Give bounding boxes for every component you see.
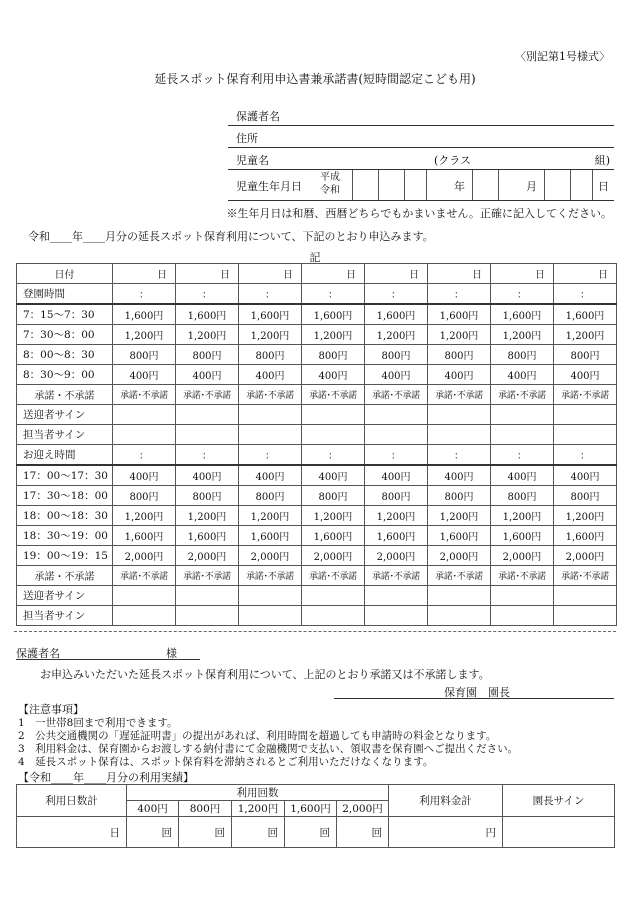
price-cell: 400円 <box>302 365 365 385</box>
birth-box-divider <box>592 170 593 200</box>
approval-cell[interactable]: 承諾･不承諾 <box>176 385 239 405</box>
price-cell: 1,200円 <box>239 325 302 345</box>
price-cell: 400円 <box>428 365 491 385</box>
sender-sign-cell[interactable] <box>554 586 617 606</box>
note-item: 2 公共交通機関の「遅延証明書」の提出があれば、利用時間を超過しても申請時の料金となります。 <box>18 730 497 742</box>
usage-count-cell[interactable] <box>232 817 285 848</box>
sender-sign-cell[interactable] <box>428 405 491 425</box>
staff-sign-cell[interactable] <box>365 425 428 445</box>
price-cell: 1,600円 <box>239 304 302 325</box>
reply-statement: お申込みいただいた延長スポット保育利用について、上記のとおり承諾又は不承諾します。 <box>40 668 490 681</box>
time-entry-cell[interactable]: ： <box>113 284 176 305</box>
time-entry-cell[interactable]: ： <box>176 284 239 305</box>
birth-day-unit: 日 <box>598 180 609 193</box>
morning-slot-row <box>17 345 617 365</box>
staff-sign-cell[interactable] <box>554 425 617 445</box>
morning-slot-row <box>17 325 617 345</box>
sender-sign-cell[interactable] <box>113 405 176 425</box>
price-cell: 800円 <box>365 345 428 365</box>
usage-count-cell[interactable] <box>337 817 389 848</box>
sender-sign-cell[interactable] <box>176 586 239 606</box>
time-entry-cell[interactable]: ： <box>365 284 428 305</box>
child-name-field[interactable] <box>228 148 614 170</box>
price-cell: 800円 <box>302 486 365 506</box>
approval-cell[interactable]: 承諾･不承諾 <box>302 566 365 586</box>
time-entry-cell[interactable]: ： <box>239 284 302 305</box>
price-cell: 400円 <box>302 465 365 486</box>
guardian-name-label: 保護者名 <box>236 110 280 123</box>
class-close-label: 組) <box>594 154 610 167</box>
staff-sign-cell[interactable] <box>491 425 554 445</box>
price-cell: 800円 <box>428 486 491 506</box>
notes-heading: 【注意事項】 <box>18 703 84 716</box>
usage-count-unit: 回 <box>214 826 225 839</box>
price-cell: 1,200円 <box>365 325 428 345</box>
price-cell: 1,200円 <box>302 325 365 345</box>
approval-cell[interactable]: 承諾･不承諾 <box>554 566 617 586</box>
evening-slot-row <box>17 465 617 486</box>
price-cell: 1,600円 <box>113 304 176 325</box>
price-cell: 2,000円 <box>302 546 365 566</box>
sender-sign-cell[interactable] <box>491 586 554 606</box>
date-cell[interactable]: 日 <box>428 264 491 284</box>
approval-row-morning <box>17 385 617 405</box>
cut-line <box>14 631 616 632</box>
approval-cell[interactable]: 承諾･不承諾 <box>302 385 365 405</box>
price-cell: 1,200円 <box>176 325 239 345</box>
price-cell: 1,200円 <box>428 325 491 345</box>
sender-sign-row <box>17 405 617 425</box>
price-cell: 1,200円 <box>491 506 554 526</box>
birth-box-divider <box>378 170 379 200</box>
price-cell: 800円 <box>554 345 617 365</box>
time-entry-cell[interactable]: ： <box>491 284 554 305</box>
staff-sign-cell[interactable] <box>176 606 239 626</box>
price-cell: 800円 <box>113 345 176 365</box>
price-cell: 1,600円 <box>554 304 617 325</box>
price-cell: 1,600円 <box>176 526 239 546</box>
approval-cell[interactable]: 承諾･不承諾 <box>113 385 176 405</box>
pickup-row <box>17 445 617 466</box>
date-cell[interactable]: 日 <box>491 264 554 284</box>
staff-sign-row-header: 担当者サイン <box>17 606 113 626</box>
sender-sign-cell[interactable] <box>239 405 302 425</box>
arrival-row-header: 登園時間 <box>17 284 113 305</box>
era-reiwa: 令和 <box>320 185 340 196</box>
child-name-label: 児童名 <box>236 154 269 167</box>
era-options <box>320 171 340 197</box>
price-cell: 2,000円 <box>239 546 302 566</box>
staff-sign-cell[interactable] <box>113 606 176 626</box>
approval-cell[interactable]: 承諾･不承諾 <box>365 566 428 586</box>
price-cell: 800円 <box>365 486 428 506</box>
reply-guardian-label: 保護者名 <box>16 647 60 660</box>
staff-sign-cell[interactable] <box>239 425 302 445</box>
time-entry-cell[interactable]: ： <box>302 445 365 466</box>
usage-table <box>16 784 615 848</box>
staff-sign-cell[interactable] <box>302 606 365 626</box>
sender-sign-row <box>17 586 617 606</box>
approval-cell[interactable]: 承諾･不承諾 <box>176 566 239 586</box>
usage-count-header: 利用回数 <box>127 785 389 801</box>
evening-slot-row <box>17 506 617 526</box>
staff-sign-cell[interactable] <box>302 425 365 445</box>
address-label: 住所 <box>236 132 258 145</box>
staff-sign-cell[interactable] <box>491 606 554 626</box>
evening-slot-row-header: 18：30〜19：00 <box>17 526 113 546</box>
price-cell: 1,600円 <box>239 526 302 546</box>
usage-total-header: 利用料金計 <box>389 785 503 817</box>
price-cell: 1,200円 <box>176 506 239 526</box>
staff-sign-cell[interactable] <box>176 425 239 445</box>
date-cell[interactable]: 日 <box>554 264 617 284</box>
pickup-row-header: お迎え時間 <box>17 445 113 466</box>
price-cell: 2,000円 <box>113 546 176 566</box>
form-number: 〈別記第1号様式〉 <box>515 50 610 63</box>
price-cell: 400円 <box>239 465 302 486</box>
price-cell: 1,200円 <box>113 325 176 345</box>
approval-cell[interactable]: 承諾･不承諾 <box>239 566 302 586</box>
approval-cell[interactable]: 承諾･不承諾 <box>365 385 428 405</box>
date-cell[interactable]: 日 <box>113 264 176 284</box>
time-entry-cell[interactable]: ： <box>428 284 491 305</box>
morning-slot-row-header: 7：30〜8：00 <box>17 325 113 345</box>
usage-amount-800: 800円 <box>179 801 232 817</box>
price-cell: 800円 <box>239 345 302 365</box>
note-item: 4 延長スポット保育は、スポット保育料を滞納されるとご利用いただけなくなります。 <box>18 756 434 768</box>
note-item: 1 一世帯8回まで利用できます。 <box>18 717 178 729</box>
usage-total-cell[interactable] <box>389 817 503 848</box>
price-cell: 400円 <box>554 465 617 486</box>
date-row-header: 日付 <box>17 264 113 284</box>
usage-days-header: 利用日数計 <box>17 785 127 817</box>
price-cell: 1,600円 <box>302 526 365 546</box>
sender-sign-cell[interactable] <box>491 405 554 425</box>
date-cell[interactable]: 日 <box>176 264 239 284</box>
price-cell: 800円 <box>428 345 491 365</box>
approval-row-morning-header: 承諾・不承諾 <box>17 385 113 405</box>
price-cell: 400円 <box>365 465 428 486</box>
price-cell: 800円 <box>176 486 239 506</box>
arrival-row <box>17 284 617 305</box>
birthdate-label: 児童生年月日 <box>236 180 302 193</box>
morning-slot-row-header: 7：15〜7：30 <box>17 304 113 325</box>
usage-count-unit: 回 <box>371 826 383 839</box>
staff-sign-cell[interactable] <box>113 425 176 445</box>
time-entry-cell[interactable]: ： <box>113 445 176 466</box>
staff-sign-row <box>17 606 617 626</box>
evening-slot-row <box>17 546 617 566</box>
time-entry-cell[interactable]: ： <box>176 445 239 466</box>
usage-count-cell[interactable] <box>179 817 232 848</box>
price-cell: 400円 <box>113 465 176 486</box>
staff-sign-row <box>17 425 617 445</box>
date-cell[interactable]: 日 <box>239 264 302 284</box>
sender-sign-cell[interactable] <box>302 586 365 606</box>
class-open-label: (クラス <box>434 154 471 167</box>
time-entry-cell[interactable]: ： <box>302 284 365 305</box>
birth-year-unit: 年 <box>454 180 465 193</box>
price-cell: 400円 <box>365 365 428 385</box>
usage-amount-2000: 2,000円 <box>337 801 389 817</box>
staff-sign-row-header: 担当者サイン <box>17 425 113 445</box>
sender-sign-row-header: 送迎者サイン <box>17 586 113 606</box>
evening-slot-row-header: 18：00〜18：30 <box>17 506 113 526</box>
usage-amount-400: 400円 <box>127 801 179 817</box>
time-entry-cell[interactable]: ： <box>365 445 428 466</box>
approval-cell[interactable]: 承諾･不承諾 <box>239 385 302 405</box>
birth-box-divider <box>426 170 427 200</box>
evening-slot-row-header: 17：30〜18：00 <box>17 486 113 506</box>
sender-sign-cell[interactable] <box>365 405 428 425</box>
morning-slot-row <box>17 304 617 325</box>
price-cell: 800円 <box>302 345 365 365</box>
price-cell: 2,000円 <box>491 546 554 566</box>
sender-sign-cell[interactable] <box>428 586 491 606</box>
usage-amount-1600: 1,600円 <box>285 801 337 817</box>
price-cell: 1,600円 <box>176 304 239 325</box>
price-cell: 1,600円 <box>365 304 428 325</box>
school-director-label: 保育園 園長 <box>444 686 510 699</box>
birth-box-divider <box>472 170 473 200</box>
price-cell: 400円 <box>239 365 302 385</box>
price-cell: 800円 <box>491 486 554 506</box>
usage-days-cell[interactable] <box>17 817 127 848</box>
time-entry-cell[interactable]: ： <box>491 445 554 466</box>
approval-cell[interactable]: 承諾･不承諾 <box>428 566 491 586</box>
date-cell[interactable]: 日 <box>302 264 365 284</box>
evening-slot-row <box>17 486 617 506</box>
note-item: 3 利用料金は、保育園からお渡しする納付書にて金融機関で支払い、領収書を保育園へご提出ください。 <box>18 743 519 755</box>
reply-guardian-field[interactable] <box>16 645 200 660</box>
usage-yen-unit: 円 <box>485 826 497 839</box>
sender-sign-row-header: 送迎者サイン <box>17 405 113 425</box>
price-cell: 800円 <box>113 486 176 506</box>
approval-cell[interactable]: 承諾･不承諾 <box>428 385 491 405</box>
price-cell: 400円 <box>428 465 491 486</box>
schedule-table <box>16 263 617 626</box>
sender-sign-cell[interactable] <box>113 586 176 606</box>
form-title: 延長スポット保育利用申込書兼承諾書(短時間認定こども用) <box>154 72 476 86</box>
usage-count-unit: 回 <box>319 826 330 839</box>
evening-slot-row-header: 19：00〜19：15 <box>17 546 113 566</box>
usage-amount-1200: 1,200円 <box>232 801 285 817</box>
application-statement: 令和____年____月分の延長スポット保育利用について、下記のとおり申込みます。 <box>28 230 434 243</box>
approval-cell[interactable]: 承諾･不承諾 <box>554 385 617 405</box>
price-cell: 1,200円 <box>113 506 176 526</box>
school-director-field[interactable] <box>334 684 614 699</box>
price-cell: 1,600円 <box>491 304 554 325</box>
price-cell: 1,200円 <box>428 506 491 526</box>
price-cell: 1,200円 <box>554 325 617 345</box>
ki-label: 記 <box>309 251 321 264</box>
date-row <box>17 264 617 284</box>
price-cell: 1,200円 <box>239 506 302 526</box>
morning-slot-row-header: 8：00〜8：30 <box>17 345 113 365</box>
price-cell: 400円 <box>491 365 554 385</box>
morning-slot-row <box>17 365 617 385</box>
evening-slot-row <box>17 526 617 546</box>
guardian-name-field[interactable] <box>228 104 614 126</box>
usage-count-unit: 回 <box>161 826 172 839</box>
usage-sign-cell[interactable] <box>503 817 615 848</box>
staff-sign-cell[interactable] <box>239 606 302 626</box>
reply-sama-label: 様 <box>166 647 177 660</box>
evening-slot-row-header: 17：00〜17：30 <box>17 465 113 486</box>
price-cell: 1,600円 <box>365 526 428 546</box>
sender-sign-cell[interactable] <box>554 405 617 425</box>
staff-sign-cell[interactable] <box>554 606 617 626</box>
approval-row-evening-header: 承諾・不承諾 <box>17 566 113 586</box>
price-cell: 1,600円 <box>554 526 617 546</box>
sender-sign-cell[interactable] <box>176 405 239 425</box>
era-heisei: 平成 <box>320 172 340 183</box>
time-entry-cell[interactable]: ： <box>428 445 491 466</box>
staff-sign-cell[interactable] <box>428 606 491 626</box>
staff-sign-cell[interactable] <box>365 606 428 626</box>
price-cell: 400円 <box>176 465 239 486</box>
birth-box-divider <box>544 170 545 200</box>
morning-slot-row-header: 8：30〜9：00 <box>17 365 113 385</box>
time-entry-cell[interactable]: ： <box>554 284 617 305</box>
price-cell: 800円 <box>239 486 302 506</box>
usage-count-cell[interactable] <box>127 817 179 848</box>
birth-box-divider <box>570 170 571 200</box>
price-cell: 2,000円 <box>554 546 617 566</box>
price-cell: 1,200円 <box>302 506 365 526</box>
price-cell: 2,000円 <box>428 546 491 566</box>
usage-day-unit: 日 <box>109 826 120 839</box>
approval-cell[interactable]: 承諾･不承諾 <box>491 385 554 405</box>
birthdate-field[interactable] <box>228 170 614 201</box>
birth-month-unit: 月 <box>526 180 537 193</box>
price-cell: 400円 <box>554 365 617 385</box>
price-cell: 400円 <box>113 365 176 385</box>
price-cell: 1,600円 <box>428 526 491 546</box>
birthdate-note: ※生年月日は和暦、西暦どちらでもかまいません。正確に記入してください。 <box>226 207 612 220</box>
price-cell: 2,000円 <box>365 546 428 566</box>
sender-sign-cell[interactable] <box>302 405 365 425</box>
price-cell: 1,600円 <box>302 304 365 325</box>
price-cell: 800円 <box>176 345 239 365</box>
time-entry-cell[interactable]: ： <box>239 445 302 466</box>
price-cell: 1,200円 <box>491 325 554 345</box>
usage-sign-header: 園長サイン <box>503 785 615 817</box>
price-cell: 400円 <box>176 365 239 385</box>
usage-heading: 【令和____年____月分の利用実績】 <box>18 771 194 784</box>
approval-cell[interactable]: 承諾･不承諾 <box>491 566 554 586</box>
address-field[interactable] <box>228 126 614 148</box>
price-cell: 1,600円 <box>491 526 554 546</box>
date-cell[interactable]: 日 <box>365 264 428 284</box>
price-cell: 800円 <box>554 486 617 506</box>
sender-sign-cell[interactable] <box>239 586 302 606</box>
price-cell: 800円 <box>491 345 554 365</box>
price-cell: 1,200円 <box>365 506 428 526</box>
staff-sign-cell[interactable] <box>428 425 491 445</box>
time-entry-cell[interactable]: ： <box>554 445 617 466</box>
price-cell: 1,200円 <box>554 506 617 526</box>
price-cell: 2,000円 <box>176 546 239 566</box>
approval-cell[interactable]: 承諾･不承諾 <box>113 566 176 586</box>
price-cell: 400円 <box>491 465 554 486</box>
usage-count-cell[interactable] <box>285 817 337 848</box>
price-cell: 1,600円 <box>113 526 176 546</box>
approval-row-evening <box>17 566 617 586</box>
price-cell: 1,600円 <box>428 304 491 325</box>
usage-count-unit: 回 <box>267 826 278 839</box>
birth-box-divider <box>498 170 499 200</box>
birth-box-divider <box>352 170 353 200</box>
sender-sign-cell[interactable] <box>365 586 428 606</box>
birth-box-divider <box>404 170 405 200</box>
